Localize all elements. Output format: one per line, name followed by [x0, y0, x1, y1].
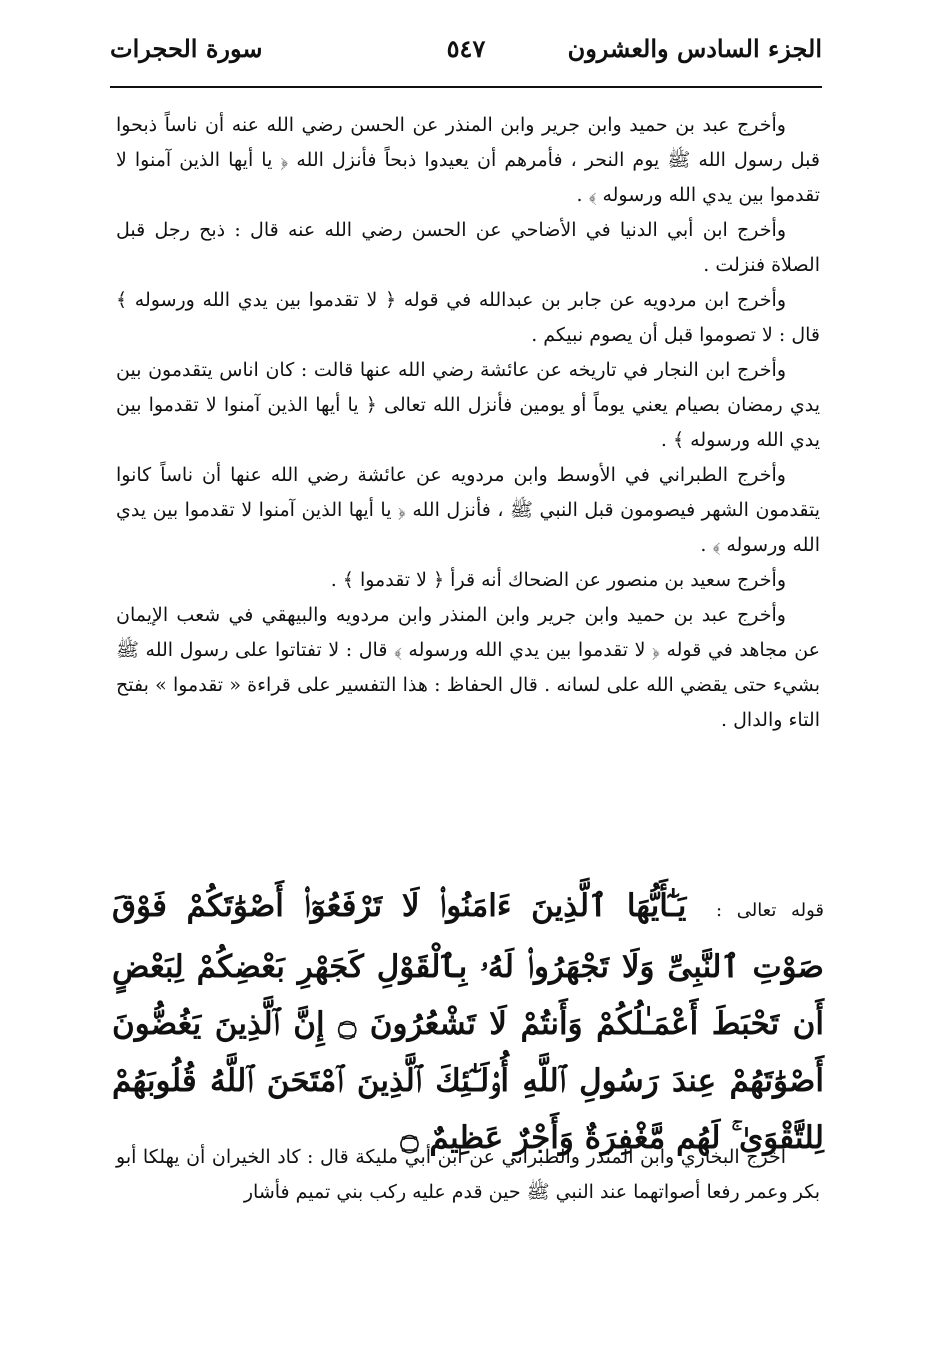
paragraph: وأخرج عبد بن حميد وابن جرير وابن المنذر عن الحسن رضي الله عنه أن ناساً ذبحوا قبل رسول الله ﷺ يوم النحر ، فأمرهم أن يعيدوا ذبحاً فأنزل الله ﴿ يا أيها الذين آمنوا لا تقدموا بين يدي الله ورسوله ﴾ . — [116, 114, 820, 206]
paragraph: أخرج البخاري وابن المنذر والطبراني عن ابن أبي مليكة قال : كاد الخيران أن يهلكا أبو بكر وعمر رفعا أصواتهما عند النبي ﷺ حين قدم عليه ركب بني تميم فأشار — [116, 1146, 820, 1203]
tail-text — [116, 1140, 820, 1210]
verse-line — [112, 878, 824, 1167]
paragraph: وأخرج سعيد بن منصور عن الضحاك أنه قرأ ﴿ لا تقدموا ﴾ . — [330, 569, 786, 591]
paragraph: وأخرج ابن مردويه عن جابر بن عبدالله في قوله ﴿ لا تقدموا بين يدي الله ورسوله ﴾ قال : لا تصوموا قبل أن يصوم نبيكم . — [116, 289, 820, 346]
part-title: الجزء السادس والعشرون — [567, 34, 822, 63]
page-header — [110, 28, 822, 88]
verse-text: يَـٰٓأَيُّهَا ٱلَّذِينَ ءَامَنُوا۟ لَا تَرْفَعُوٓا۟ أَصْوَٰتَكُمْ فَوْقَ صَوْتِ ٱلنَّبِىِّ وَلَا تَجْهَرُوا۟ لَهُۥ بِٱلْقَوْلِ كَجَهْرِ بَعْضِكُمْ لِبَعْضٍ أَن تَحْبَطَ أَعْمَـٰلُكُمْ وَأَنتُمْ لَا تَشْعُرُونَ ۝ إِنَّ ٱلَّذِينَ يَغُضُّونَ أَصْوَٰتَهُمْ عِندَ رَسُولِ ٱللَّهِ أُو۟لَـٰٓئِكَ ٱلَّذِينَ ٱمْتَحَنَ ٱللَّهُ قُلُوبَهُمْ لِلتَّقْوَىٰ ۚ لَهُم مَّغْفِرَةٌ وَأَجْرٌ عَظِيمٌ ۝ — [112, 888, 824, 1156]
page-number: ٥٤٧ — [446, 34, 486, 63]
quran-verse-block — [112, 878, 824, 1167]
main-text — [116, 108, 820, 738]
verse-intro: قوله تعالى : — [716, 900, 824, 921]
paragraph: وأخرج ابن النجار في تاريخه عن عائشة رضي الله عنها قالت : كان اناس يتقدمون بين يدي رمضان بصيام يعني يوماً أو يومين فأنزل الله تعالى ﴿ يا أيها الذين آمنوا لا تقدموا بين يدي الله ورسوله ﴾ . — [116, 359, 820, 451]
header-rule — [110, 86, 822, 88]
paragraph: وأخرج عبد بن حميد وابن جرير وابن المنذر وابن مردويه والبيهقي في شعب الإيمان عن مجاهد في قوله ﴿ لا تقدموا بين يدي الله ورسوله ﴾ قال : لا تفتاتوا على رسول الله ﷺ بشيء حتى يقضي الله على لسانه . قال الحفاظ : هذا التفسير على قراءة « تقدموا » بفتح التاء والدال . — [116, 604, 820, 731]
paragraph: وأخرج ابن أبي الدنيا في الأضاحي عن الحسن رضي الله عنه قال : ذبح رجل قبل الصلاة فنزلت . — [116, 219, 820, 276]
surah-title: سورة الحجرات — [110, 34, 263, 63]
paragraph: وأخرج الطبراني في الأوسط وابن مردويه عن عائشة رضي الله عنها أن ناساً كانوا يتقدمون الشهر فيصومون قبل النبي ﷺ ، فأنزل الله ﴿ يا أيها الذين آمنوا لا تقدموا بين يدي الله ورسوله ﴾ . — [116, 464, 820, 556]
